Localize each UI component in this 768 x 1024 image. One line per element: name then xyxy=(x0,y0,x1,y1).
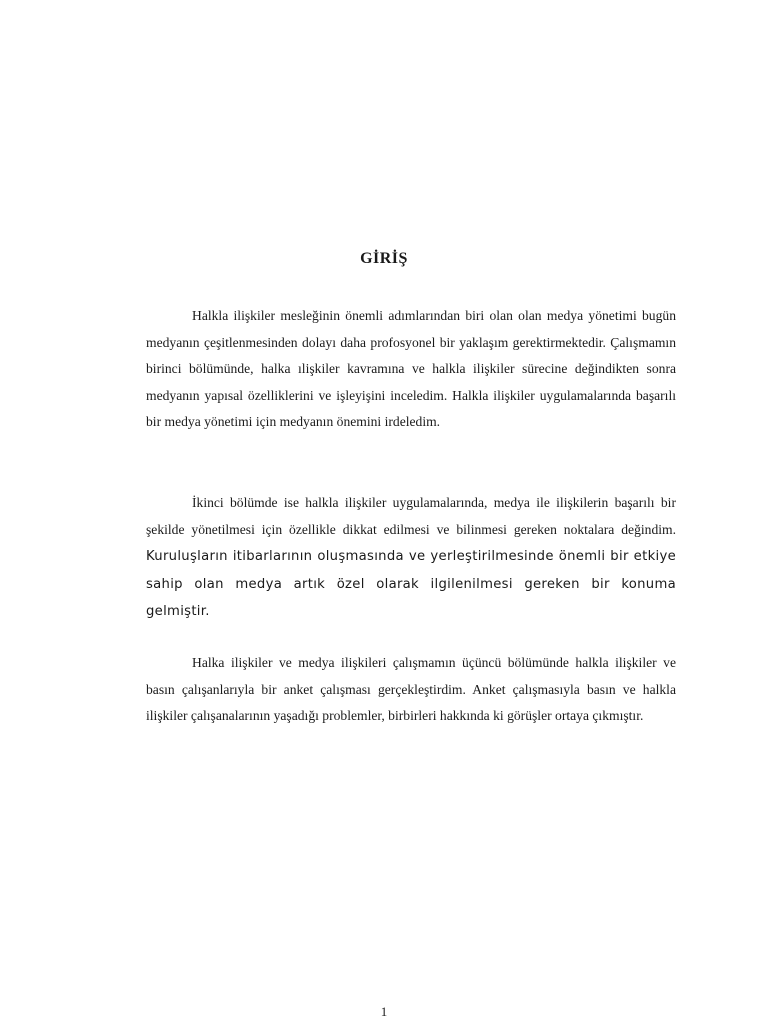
paragraph-introduction: Halkla ilişkiler mesleğinin önemli adımlarından biri olan olan medya yönetimi bugün medyanın çeşitlenmesinden dolayı daha profosyonel bir yaklaşım gerektirmektedir. Çalışmamın birinci bölümünde, halka ılişkiler kavramına ve halkla ilişkiler sürecine değindikten sonra medyanın yapısal özelliklerini ve işleyişini inceledim. Halkla ilişkiler uygulamalarında başarılı bir medya yönetimi için medyanın önemini irdeledim. xyxy=(146,308,676,430)
paragraph-second-sans-text: Kuruluşların itibarlarının oluşmasında ve yerleştirilmesinde önemli bir etkiye sahip olan medya artık özel olarak ilgilenilmesi gereken bir konuma gelmiştir. xyxy=(146,549,676,620)
paragraph-second-chapter xyxy=(146,490,676,626)
paragraph-second-serif-text: İkinci bölümde ise halkla ilişkiler uygulamalarında, medya ile ilişkilerin başarılı bir şekilde yönetilmesi için özellikle dikkat edilmesi ve bilinmesi gereken noktalara değindim. xyxy=(146,495,676,537)
paragraph-third-chapter: Halka ilişkiler ve medya ilişkileri çalışmamın üçüncü bölümünde halkla ilişkiler ve basın çalışanlarıyla bir anket çalışması gerçekleştirdim. Anket çalışmasıyla basın ve halkla ilişkiler çalışanalarının yaşadığı problemler, birbirleri hakkında ki görüşler ortaya çıkmıştır. xyxy=(146,655,676,724)
section-title: GİRİŞ xyxy=(360,250,408,267)
page-number: 1 xyxy=(380,1004,388,1019)
